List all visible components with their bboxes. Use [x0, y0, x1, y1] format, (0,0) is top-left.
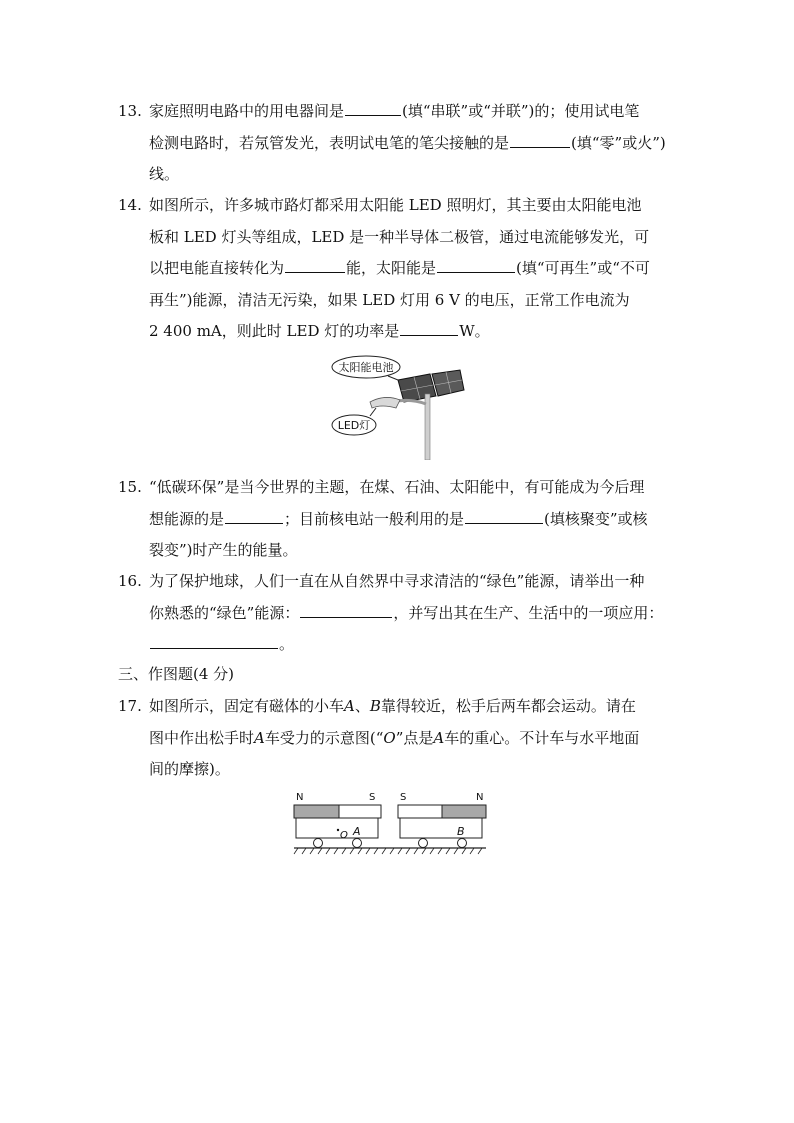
question-15 — [118, 472, 678, 567]
q17-var: A — [344, 697, 355, 715]
q17-var: A — [254, 728, 265, 747]
section-title: 三、作图题(4 分) — [118, 665, 235, 683]
q14-line5 — [118, 316, 678, 348]
panel-label: 太阳能电池 — [338, 361, 394, 374]
cart-a-body — [296, 818, 378, 838]
solar-panel-right — [432, 370, 464, 396]
cart-b-body — [400, 818, 482, 838]
answer-blank[interactable] — [437, 258, 515, 273]
question-number: 15. — [118, 478, 142, 496]
answer-blank[interactable] — [465, 509, 543, 524]
q17-text: 靠得较近，松手后两车都会运动。请在 — [380, 697, 636, 715]
solar-lamp-figure — [330, 354, 470, 460]
q15-text: 裂变”)时产生的能量。 — [149, 541, 298, 559]
q13-line3 — [118, 159, 678, 191]
q17-text: ”点是 — [395, 728, 434, 747]
q14-text: 再生”)能源，清洁无污染，如果 LED 灯用 6 V 的电压，正常工作电流为 — [149, 290, 630, 309]
q14-line4 — [118, 285, 678, 317]
magnet-carts-figure — [290, 790, 490, 858]
q16-line2 — [118, 598, 678, 630]
q13-text: 家庭照明电路中的用电器间是 — [149, 102, 345, 120]
question-13 — [118, 96, 678, 191]
q14-text: W。 — [459, 322, 490, 340]
q17-var: B — [369, 697, 381, 715]
led-label: LED灯 — [337, 419, 371, 432]
q14-text: 能，太阳能是 — [346, 259, 437, 277]
answer-blank[interactable] — [300, 603, 392, 618]
cart-b-wheel-left — [419, 839, 428, 848]
q15-text: “低碳环保”是当今世界的主题，在煤、石油、太阳能中，有可能成为今后理 — [149, 478, 645, 496]
q16-text: 你熟悉的“绿色”能源： — [149, 603, 300, 622]
cart-b-wheel-right — [458, 839, 467, 848]
center-of-gravity-o — [337, 829, 339, 831]
q15-line2 — [118, 504, 678, 536]
question-17 — [118, 691, 678, 786]
q14-text: 以把电能直接转化为 — [149, 259, 285, 277]
label-b: B — [457, 825, 465, 838]
answer-blank[interactable] — [150, 634, 278, 649]
q14-line2 — [118, 222, 678, 254]
answer-blank[interactable] — [510, 133, 570, 148]
cart-a-wheel-left — [314, 839, 323, 848]
q17-text: 间的摩擦)。 — [149, 760, 230, 778]
q17-text: 如图所示，固定有磁体的小车 — [149, 697, 345, 715]
q17-var: A — [433, 728, 445, 747]
q15-text: ；目前核电站一般利用的是 — [284, 509, 465, 528]
q13-line1 — [118, 96, 678, 128]
question-number: 16. — [118, 572, 142, 590]
pole-label-s-left: S — [369, 792, 376, 803]
question-number: 13. — [118, 102, 142, 120]
q13-line2 — [118, 128, 678, 160]
q13-text: (填“串联”或“并联”)的；使用试电笔 — [402, 102, 640, 120]
q13-text: 线。 — [149, 165, 180, 183]
q17-line3 — [118, 754, 678, 786]
q16-text: ，并写出其在生产、生活中的一项应用： — [393, 603, 664, 622]
led-leader-line — [370, 408, 376, 416]
q17-text: 图中作出松手时 — [149, 728, 255, 747]
ground-hatching — [294, 848, 482, 854]
label-o: O — [340, 830, 348, 841]
q16-text: 。 — [279, 635, 295, 653]
q14-text: 2 400 mA，则此时 LED 灯的功率是 — [149, 322, 400, 340]
q17-text: 、 — [354, 697, 370, 715]
q15-line3 — [118, 535, 678, 567]
q14-text: 如图所示，许多城市路灯都采用太阳能 LED 照明灯，其主要由太阳能电池 — [149, 196, 642, 214]
q16-line3 — [118, 629, 678, 661]
q13-text: 检测电路时，若氖管发光，表明试电笔的笔尖接触的是 — [149, 133, 510, 152]
magnet-a-s — [339, 805, 381, 818]
label-a: A — [353, 825, 361, 838]
magnet-b-s — [398, 805, 442, 818]
answer-blank[interactable] — [345, 101, 401, 116]
question-number: 14. — [118, 196, 142, 214]
magnet-a-n — [294, 805, 339, 818]
question-number: 17. — [118, 697, 142, 715]
answer-blank[interactable] — [400, 321, 458, 336]
pole-label-s-right: S — [400, 792, 407, 803]
answer-blank[interactable] — [285, 258, 345, 273]
q14-line3 — [118, 253, 678, 285]
question-14 — [118, 190, 678, 348]
q14-line1 — [118, 190, 678, 222]
q17-var: O — [383, 728, 396, 747]
led-lamp-head — [370, 397, 400, 408]
answer-blank[interactable] — [225, 509, 283, 524]
q14-text: (填“可再生”或“不可 — [516, 259, 650, 277]
q13-text: (填“零”或火”) — [571, 133, 666, 152]
q15-line1 — [118, 472, 678, 504]
pole-label-n-right: N — [476, 792, 484, 803]
q17-text: 车的重心。不计车与水平地面 — [444, 728, 640, 747]
cart-a-wheel-right — [353, 839, 362, 848]
q16-line1 — [118, 566, 678, 598]
q15-text: 想能源的是 — [149, 509, 225, 528]
magnet-b-n — [442, 805, 486, 818]
q16-text: 为了保护地球，人们一直在从自然界中寻求清洁的“绿色”能源，请举出一种 — [149, 572, 645, 590]
q17-text: 车受力的示意图(“ — [264, 728, 384, 747]
q14-text: 板和 LED 灯头等组成，LED 是一种半导体二极管，通过电流能够发光，可 — [149, 227, 650, 246]
q15-text: (填核聚变”或核 — [544, 509, 648, 528]
q17-line2 — [118, 723, 678, 755]
q17-line1 — [118, 691, 678, 723]
pole-label-n-left: N — [296, 792, 304, 803]
question-16 — [118, 566, 678, 661]
